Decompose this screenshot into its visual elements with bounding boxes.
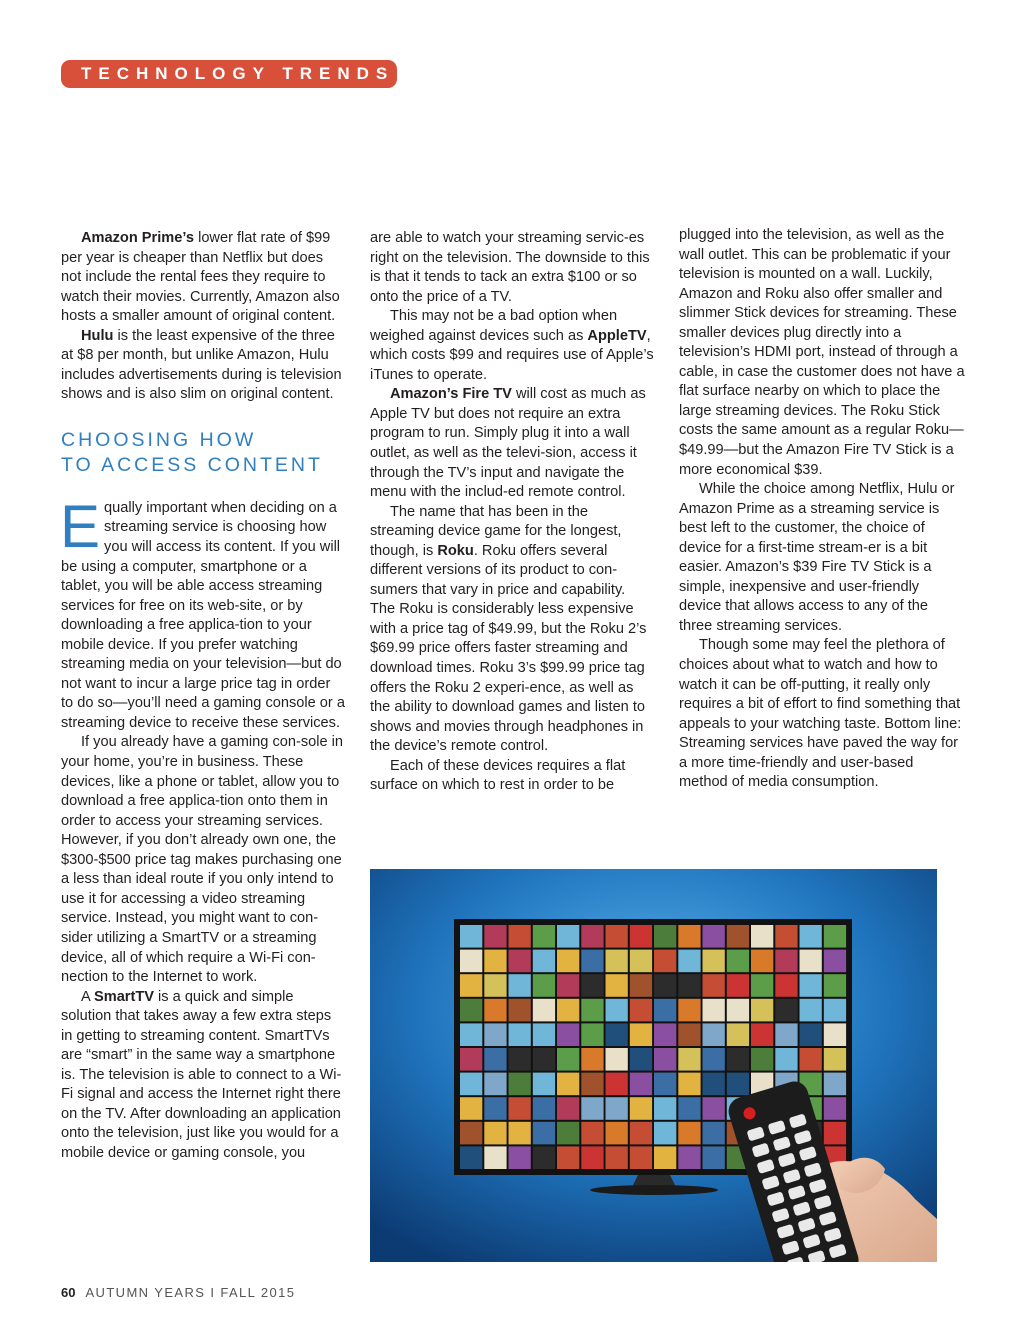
thumbnail-tile xyxy=(606,999,628,1022)
thumbnail-tile xyxy=(678,1146,700,1169)
thumbnail-tile xyxy=(751,925,773,948)
paragraph-text: While the choice among Netflix, Hulu or Amazon Prime as a streaming service is best left to the customer, the choice of device for a first-time stream-er is a bit easier. Amazon’s $39 Fire TV Stick is a simple, inexpensive and user-friendly device that allows access to any of the three streaming services. xyxy=(679,481,955,634)
thumbnail-tile xyxy=(460,999,482,1022)
thumbnail-tile xyxy=(824,950,846,973)
thumbnail-tile xyxy=(775,925,797,948)
thumbnail-tile xyxy=(509,1023,531,1046)
thumbnail-tile xyxy=(703,1122,725,1145)
paragraph-text: A xyxy=(81,988,94,1005)
thumbnail-tile xyxy=(630,1048,652,1071)
thumbnail-tile xyxy=(484,1146,506,1169)
term-amazon-prime: Amazon Prime’s xyxy=(81,230,195,246)
thumbnail-tile xyxy=(727,974,749,997)
subheading-line-2: TO ACCESS CONTENT xyxy=(61,453,323,476)
thumbnail-tile xyxy=(654,925,676,948)
thumbnail-tile xyxy=(751,1048,773,1071)
paragraph-stick-devices xyxy=(679,226,965,480)
thumbnail-tile xyxy=(678,1073,700,1096)
thumbnail-tile xyxy=(460,925,482,948)
thumbnail-tile xyxy=(484,974,506,997)
thumbnail-tile xyxy=(533,950,555,973)
paragraph-text: lower flat rate of $99 per year is cheaper than Netflix but does not include the rental fees they require to watch their movies. Currently, Amazon also hosts a smaller amount of original content. xyxy=(61,230,340,325)
paragraph-smarttv xyxy=(61,988,345,1164)
thumbnail-tile xyxy=(630,974,652,997)
thumbnail-tile xyxy=(727,925,749,948)
term-roku: Roku xyxy=(437,542,474,559)
page-footer xyxy=(61,1285,295,1300)
thumbnail-tile xyxy=(509,925,531,948)
paragraph-equally-important xyxy=(60,492,345,734)
thumbnail-tile xyxy=(654,950,676,973)
thumbnail-tile xyxy=(775,974,797,997)
thumbnail-tile xyxy=(630,950,652,973)
thumbnail-tile xyxy=(533,1048,555,1071)
thumbnail-tile xyxy=(727,1023,749,1046)
thumbnail-tile xyxy=(800,974,822,997)
thumbnail-tile xyxy=(533,1023,555,1046)
thumbnail-tile xyxy=(484,1048,506,1071)
paragraph-text: This may not be a bad option when weighed against devices such as xyxy=(370,308,618,344)
thumbnail-tile xyxy=(727,999,749,1022)
paragraph-text: plugged into the television, as well as the wall outlet. This can be problematic if your television is mounted on a wall. Luckily, Amazon and Roku also offer smaller and slimmer Stick devices for streaming. These smaller devices plug directly into a television’s HDMI port, instead of through a cable, in case the customer does not have a flat surface nearby on which to place the large streaming devices. The Roku Stick costs the same amount as a regular Roku—$49.99—but the Amazon Fire TV Stick is a more economical $39. xyxy=(679,227,965,478)
thumbnail-tile xyxy=(703,1048,725,1071)
thumbnail-tile xyxy=(484,1122,506,1145)
thumbnail-tile xyxy=(606,950,628,973)
thumbnail-tile xyxy=(800,1023,822,1046)
thumbnail-tile xyxy=(460,1122,482,1145)
paragraph-text: Though some may feel the plethora of choices about what to watch and how to watch it can be off-putting, it really only requires a bit of effort to find something that appeals to your watching taste. Bottom line: Streaming services have paved the way for a more time-friendly and user-based method of media consumption. xyxy=(679,637,962,791)
thumbnail-tile xyxy=(460,974,482,997)
thumbnail-tile xyxy=(824,925,846,948)
thumbnail-tile xyxy=(509,1048,531,1071)
thumbnail-tile xyxy=(678,925,700,948)
thumbnail-tile xyxy=(824,1122,846,1145)
thumbnail-tile xyxy=(460,1073,482,1096)
paragraph-choice-of-device xyxy=(679,480,965,636)
paragraph-appletv xyxy=(370,307,654,385)
paragraph-text: The name that has been in the streaming device game for the longest, though, is xyxy=(370,503,622,559)
thumbnail-tile xyxy=(703,950,725,973)
thumbnail-tile xyxy=(484,1023,506,1046)
term-smarttv: SmartTV xyxy=(93,988,154,1005)
paragraph-text: will cost as much as Apple TV but does not require an extra program to run. Simply plug it into a wall outlet, as well as the televi-sion, access it through the TV’s input and navigate the menu with the includ-ed remote control. xyxy=(370,386,646,501)
thumbnail-tile xyxy=(533,974,555,997)
thumbnail-tile xyxy=(557,1073,579,1096)
thumbnail-tile xyxy=(581,999,603,1022)
thumbnail-tile xyxy=(460,1097,482,1120)
paragraph-text: is the least expensive of the three at $8 per month, but unlike Amazon, Hulu includes advertisements during is television shows and is also slim on original content. xyxy=(61,327,342,403)
thumbnail-tile xyxy=(703,999,725,1022)
thumbnail-tile xyxy=(727,950,749,973)
thumbnail-tile xyxy=(533,1122,555,1145)
thumbnail-tile xyxy=(509,974,531,997)
thumbnail-tile xyxy=(703,974,725,997)
thumbnail-tile xyxy=(509,950,531,973)
thumbnail-tile xyxy=(533,1073,555,1096)
section-banner xyxy=(61,60,397,88)
thumbnail-tile xyxy=(654,1023,676,1046)
thumbnail-tile xyxy=(678,974,700,997)
thumbnail-tile xyxy=(678,950,700,973)
thumbnail-tile xyxy=(630,1146,652,1169)
thumbnail-tile xyxy=(484,1073,506,1096)
thumbnail-tile xyxy=(557,950,579,973)
thumbnail-tile xyxy=(509,999,531,1022)
thumbnail-tile xyxy=(703,1023,725,1046)
thumbnail-tile xyxy=(606,1023,628,1046)
thumbnail-tile xyxy=(581,1073,603,1096)
thumbnail-tile xyxy=(703,1097,725,1120)
thumbnail-tile xyxy=(606,1122,628,1145)
thumbnail-tile xyxy=(581,950,603,973)
thumbnail-tile xyxy=(678,1023,700,1046)
thumbnail-tile xyxy=(824,974,846,997)
thumbnail-tile xyxy=(484,999,506,1022)
paragraph-bottom-line xyxy=(679,636,965,792)
paragraph-text: . Roku offers several different versions of its product to con-sumers that vary in price and capability. The Roku is considerably less expensive with a price tag of $49.99, but the Roku 2’s $69.99 price offers faster streaming and download times. Roku 3’s $99.99 price tag offers the Roku 2 experi-ence, as well as the ability to download games and listen to shows and movies through headphones in the device’s remote control. xyxy=(370,542,647,755)
thumbnail-tile xyxy=(509,1146,531,1169)
paragraph-text: are able to watch your streaming servic-es right on the television. The downside to this is that it tends to tack an extra $100 or so onto the price of a TV. xyxy=(370,230,650,305)
term-hulu: Hulu xyxy=(81,327,114,344)
thumbnail-tile xyxy=(703,925,725,948)
paragraph-hulu xyxy=(61,327,345,405)
thumbnail-tile xyxy=(581,925,603,948)
thumbnail-tile xyxy=(800,950,822,973)
thumbnail-tile xyxy=(800,925,822,948)
paragraph-continued xyxy=(370,229,654,307)
thumbnail-tile xyxy=(824,999,846,1022)
thumbnail-tile xyxy=(630,1023,652,1046)
thumbnail-tile xyxy=(533,999,555,1022)
thumbnail-tile xyxy=(654,974,676,997)
thumbnail-tile xyxy=(751,1023,773,1046)
thumbnail-tile xyxy=(654,1097,676,1120)
thumbnail-tile xyxy=(557,1048,579,1071)
thumbnail-tile xyxy=(654,999,676,1022)
thumbnail-tile xyxy=(824,1073,846,1096)
thumbnail-tile xyxy=(824,1048,846,1071)
thumbnail-tile xyxy=(557,974,579,997)
thumbnail-tile xyxy=(533,925,555,948)
thumbnail-tile xyxy=(751,999,773,1022)
thumbnail-tile xyxy=(775,999,797,1022)
thumbnail-tile xyxy=(484,1097,506,1120)
thumbnail-tile xyxy=(509,1097,531,1120)
thumbnail-tile xyxy=(557,1023,579,1046)
thumbnail-tile xyxy=(460,1048,482,1071)
thumbnail-tile xyxy=(630,1122,652,1145)
thumbnail-tile xyxy=(654,1122,676,1145)
thumbnail-tile xyxy=(678,1122,700,1145)
thumbnail-tile xyxy=(557,925,579,948)
thumbnail-tile xyxy=(727,1073,749,1096)
thumbnail-tile xyxy=(678,1097,700,1120)
thumbnail-tile xyxy=(654,1048,676,1071)
thumbnail-tile xyxy=(606,1097,628,1120)
thumbnail-tile xyxy=(630,1097,652,1120)
thumbnail-tile xyxy=(557,1122,579,1145)
subheading-choosing-how xyxy=(61,428,345,478)
thumbnail-tile xyxy=(775,950,797,973)
thumbnail-tile xyxy=(460,1023,482,1046)
thumbnail-tile xyxy=(824,1097,846,1120)
article-column-3 xyxy=(679,226,965,793)
thumbnail-tile xyxy=(630,999,652,1022)
thumbnail-tile xyxy=(533,1097,555,1120)
thumbnail-tile xyxy=(557,1097,579,1120)
tv-remote-photo xyxy=(370,869,937,1262)
publication-info: AUTUMN YEARS I FALL 2015 xyxy=(85,1285,296,1300)
thumbnail-tile xyxy=(678,999,700,1022)
thumbnail-tile xyxy=(460,1146,482,1169)
paragraph-text: is a quick and simple solution that takes away a few extra steps in getting to streaming content. SmartTVs are “smart” in the same way a smartphone is. The television is able to connect to a Wi-Fi signal and access the Internet right there on the TV. After downloading an application onto the television, just like you would for a mobile device or gaming console, you xyxy=(61,988,342,1161)
section-banner-label: TECHNOLOGY TRENDS xyxy=(81,64,395,83)
term-appletv: AppleTV xyxy=(587,327,647,344)
thumbnail-tile xyxy=(606,1073,628,1096)
thumbnail-tile xyxy=(606,974,628,997)
paragraph-roku xyxy=(370,503,654,757)
thumbnail-tile xyxy=(775,1048,797,1071)
thumbnail-tile xyxy=(509,1122,531,1145)
thumbnail-tile xyxy=(630,1073,652,1096)
paragraph-amazon-prime xyxy=(61,229,345,327)
paragraph-text: Each of these devices requires a flat surface on which to rest in order to be xyxy=(370,757,626,794)
thumbnail-tile xyxy=(581,1122,603,1145)
thumbnail-tile xyxy=(484,925,506,948)
thumbnail-tile xyxy=(606,925,628,948)
paragraph-gaming-console xyxy=(61,733,345,987)
thumbnail-tile xyxy=(824,1023,846,1046)
article-column-1 xyxy=(61,229,345,1164)
paragraph-text: qually important when deciding on a streaming service is choosing how you will access its content. If you will be using a computer, smartphone or a tablet, you will be able access streaming services for free on its web-site, or by downloading a free applica-tion to your mobile device. If you prefer watching streaming media on your television—but do not want to incur a large price tag in order to do so—you’ll need a gaming console or a streaming device to receive these services. xyxy=(61,499,345,731)
thumbnail-tile xyxy=(533,1146,555,1169)
paragraph-text: , which costs $99 and requires use of Apple’s iTunes to operate. xyxy=(370,327,654,383)
drop-cap: E xyxy=(60,492,101,560)
thumbnail-tile xyxy=(800,999,822,1022)
tv-stand-base xyxy=(590,1185,718,1195)
thumbnail-tile xyxy=(484,950,506,973)
term-fire-tv: Amazon’s Fire TV xyxy=(390,386,512,403)
thumbnail-tile xyxy=(751,974,773,997)
paragraph-text: If you already have a gaming con-sole in your home, you’re in business. These devices, like a phone or tablet, allow you to download a free applica-tion onto them in order to access your streaming services. However, if you don’t already own one, the $300-$500 price tag makes purchasing one a less than ideal route if you only intend to use it for accessing a video streaming service. Instead, you might want to con-sider utilizing a SmartTV or a streaming device, all of which require a Wi-Fi con-nection to the Internet to work. xyxy=(61,734,344,986)
thumbnail-tile xyxy=(509,1073,531,1096)
thumbnail-tile xyxy=(581,1048,603,1071)
thumbnail-tile xyxy=(703,1146,725,1169)
thumbnail-tile xyxy=(581,1097,603,1120)
thumbnail-tile xyxy=(581,974,603,997)
subheading-line-1: CHOOSING HOW xyxy=(61,428,257,451)
tv-remote-illustration xyxy=(370,869,937,1262)
thumbnail-tile xyxy=(581,1146,603,1169)
paragraph-fire-tv xyxy=(370,385,654,502)
thumbnail-tile xyxy=(606,1146,628,1169)
thumbnail-tile xyxy=(557,999,579,1022)
thumbnail-tile xyxy=(751,950,773,973)
thumbnail-tile xyxy=(800,1048,822,1071)
thumbnail-tile xyxy=(654,1073,676,1096)
page-number: 60 xyxy=(61,1285,76,1300)
paragraph-flat-surface xyxy=(370,757,654,796)
thumbnail-tile xyxy=(678,1048,700,1071)
thumbnail-tile xyxy=(557,1146,579,1169)
thumbnail-tile xyxy=(630,925,652,948)
thumbnail-tile xyxy=(703,1073,725,1096)
thumbnail-tile xyxy=(727,1048,749,1071)
thumbnail-tile xyxy=(460,950,482,973)
thumbnail-tile xyxy=(654,1146,676,1169)
article-column-2 xyxy=(370,229,654,796)
thumbnail-tile xyxy=(581,1023,603,1046)
thumbnail-tile xyxy=(606,1048,628,1071)
thumbnail-tile xyxy=(775,1023,797,1046)
